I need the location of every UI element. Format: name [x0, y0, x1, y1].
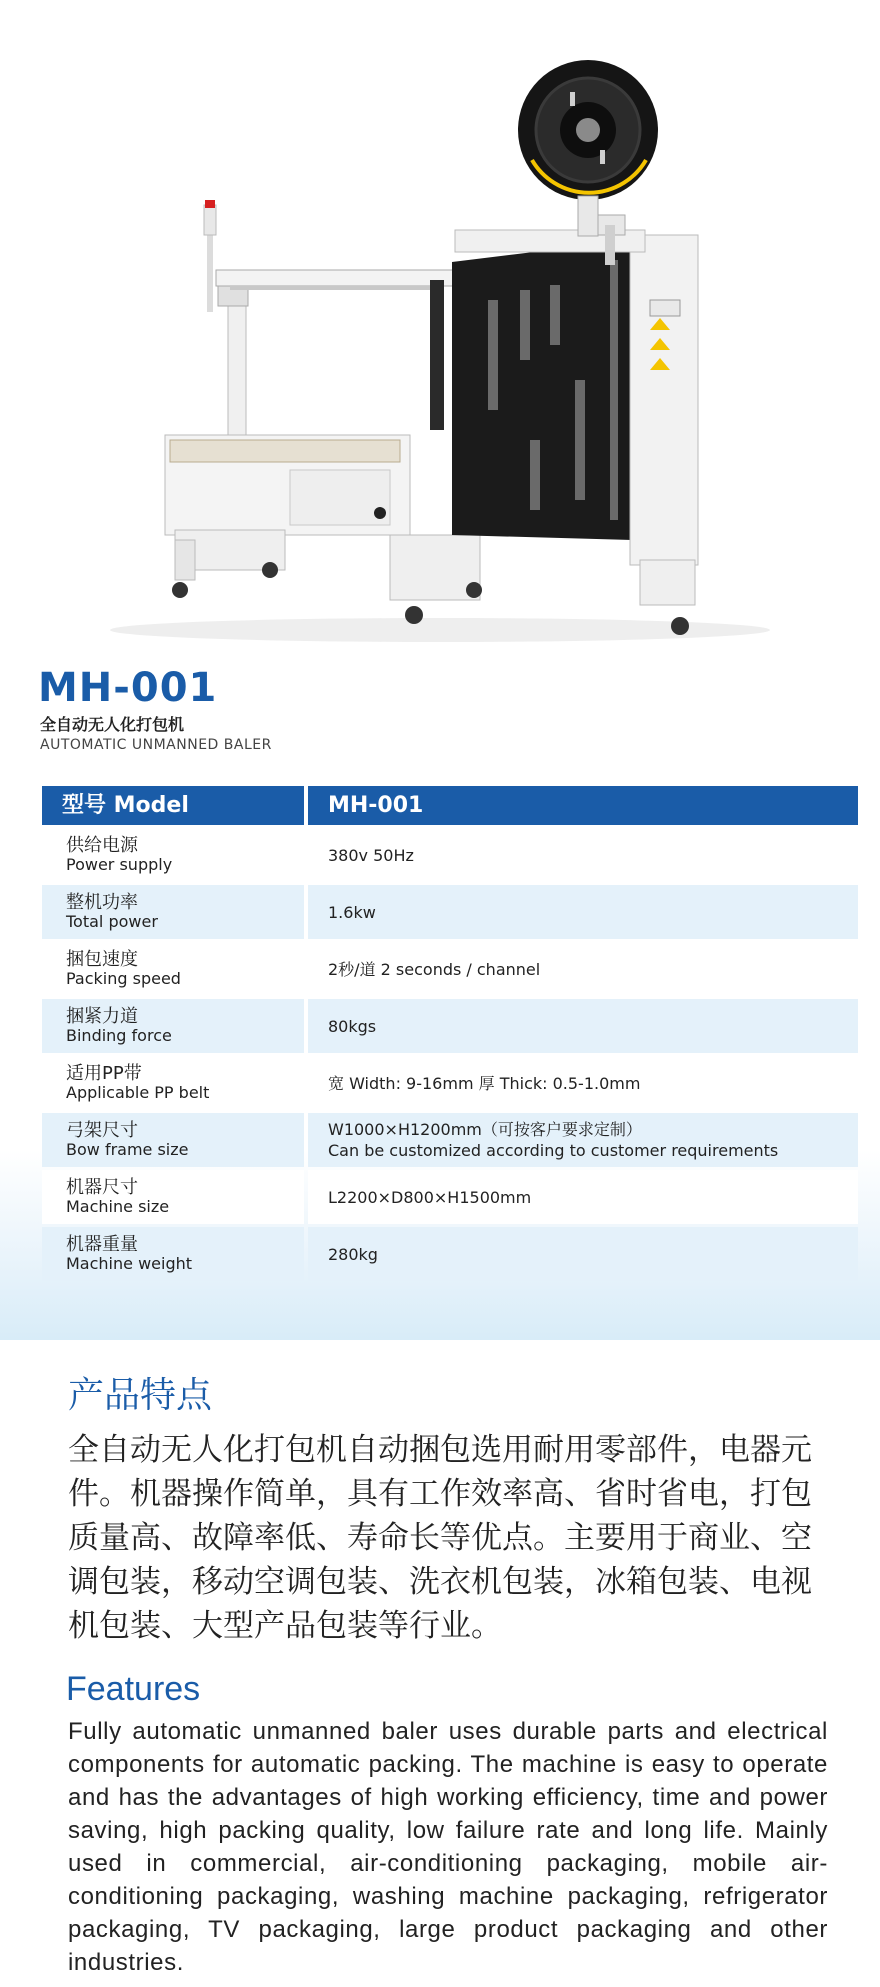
spec-value-cell — [308, 1170, 858, 1224]
spec-label-en: Machine weight — [66, 1254, 193, 1273]
spec-label-en: Binding force — [66, 1026, 172, 1045]
product-image — [0, 0, 880, 660]
spec-rows — [42, 828, 858, 1281]
spec-row — [42, 1227, 858, 1281]
spec-value: 2秒/道 2 seconds / channel — [328, 959, 541, 979]
spec-table — [42, 786, 858, 1284]
spec-label-cn: 捆紧力道 — [66, 1006, 138, 1027]
spec-label-en: Total power — [66, 912, 158, 931]
spec-label-cn: 机器重量 — [66, 1234, 138, 1255]
spec-label-cell — [42, 885, 304, 939]
spec-label-cn: 整机功率 — [66, 892, 138, 913]
spec-label-cell — [42, 942, 304, 996]
spec-value-cell — [308, 999, 858, 1053]
spec-label-en: Applicable PP belt — [66, 1083, 210, 1102]
spec-label-cn: 弓架尺寸 — [66, 1120, 138, 1141]
product-name-en: AUTOMATIC UNMANNED BALER — [40, 737, 272, 753]
spec-table-header — [42, 786, 858, 825]
spec-value: L2200×D800×H1500mm — [328, 1187, 532, 1207]
spec-label-cell — [42, 1227, 304, 1281]
spec-label-cn: 机器尺寸 — [66, 1177, 138, 1198]
spec-label-en: Packing speed — [66, 969, 181, 988]
spec-value: W1000×H1200mm（可按客户要求定制） — [328, 1120, 642, 1139]
spec-label-cn: 捆包速度 — [66, 949, 138, 970]
spec-row — [42, 828, 858, 882]
features-title-en: Features — [66, 1670, 201, 1708]
spec-row — [42, 942, 858, 996]
spec-value-cell — [308, 1113, 858, 1167]
features-title-cn: 产品特点 — [68, 1375, 213, 1416]
spec-value: 宽 Width: 9-16mm 厚 Thick: 0.5-1.0mm — [328, 1073, 641, 1093]
spec-row — [42, 1170, 858, 1224]
spec-label-cell — [42, 1113, 304, 1167]
spec-value: 280kg — [328, 1244, 378, 1264]
spec-row — [42, 885, 858, 939]
spec-value-cell — [308, 942, 858, 996]
spec-label-cn: 适用PP带 — [66, 1063, 142, 1084]
spec-label-cell — [42, 828, 304, 882]
features-body-en: Fully automatic unmanned baler uses durable parts and electrical components for automatic packing. The machine is easy to operate and has the advantages of high working efficiency, time and power saving, high packing quality, low failure rate and long life. Mainly used in commercial, air-conditioning packaging, mobile air-conditioning packaging, washing machine packaging, refrigerator packaging, TV packaging, large product packaging and other industries. — [68, 1718, 828, 1976]
spec-label-cell — [42, 1170, 304, 1224]
spec-value: 1.6kw — [328, 902, 376, 922]
spec-row — [42, 999, 858, 1053]
spec-header-label: 型号 Model — [42, 786, 304, 825]
spec-row — [42, 1113, 858, 1167]
spec-label-en: Machine size — [66, 1197, 170, 1216]
spec-value-cell — [308, 885, 858, 939]
spec-label-cell — [42, 999, 304, 1053]
spec-value-note: Can be customized according to customer requirements — [328, 1141, 779, 1160]
product-name-cn: 全自动无人化打包机 — [40, 715, 185, 734]
spec-value: 380v 50Hz — [328, 845, 414, 865]
spec-value-cell — [308, 1227, 858, 1281]
model-title: MH-001 — [38, 665, 218, 711]
spec-label-cn: 供给电源 — [66, 835, 138, 856]
spec-value-cell — [308, 828, 858, 882]
spec-label-cell — [42, 1056, 304, 1110]
spec-header-value: MH-001 — [308, 786, 858, 825]
spec-row — [42, 1056, 858, 1110]
spec-value: 80kgs — [328, 1016, 377, 1036]
spec-label-en: Power supply — [66, 855, 173, 874]
spec-value-cell — [308, 1056, 858, 1110]
features-body-cn: 全自动无人化打包机自动捆包选用耐用零部件，电器元件。机器操作简单，具有工作效率高、省时省电，打包质量高、故障率低、寿命长等优点。主要用于商业、空调包装，移动空调包装、洗衣机包装，冰箱包装、电视机包装、大型产品包装等行业。 — [68, 1432, 812, 1644]
spec-label-en: Bow frame size — [66, 1140, 189, 1159]
